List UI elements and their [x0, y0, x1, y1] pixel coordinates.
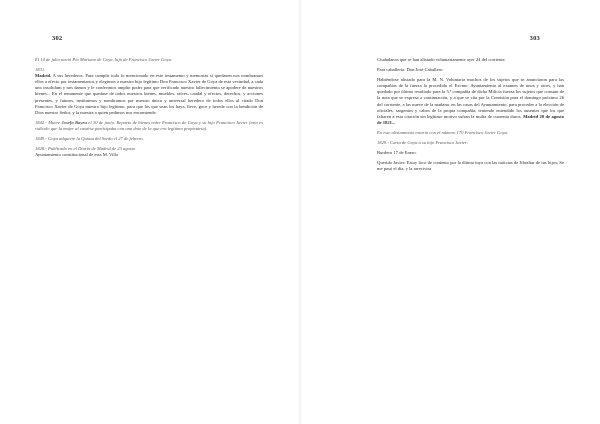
right-para-3 — [377, 77, 564, 126]
right-para-7: Querido Javier: Estoy loco de contento por la última tuya con las noticias de Jibraltar de tus hijos; Se me pasó el día, y la arrecivira — [377, 160, 564, 172]
note1-name: Josefa Bayeu — [61, 119, 87, 125]
note-josefa-bayeu — [35, 120, 263, 132]
note-diario-madrid — [35, 146, 263, 158]
right-para-1: Ciudadanos que se han alistado voluntariamente ayer 24 del corriente. — [377, 57, 506, 62]
page-number-left: 302 — [52, 35, 63, 42]
para1-text: A sus herederos. Para cumplir todo lo mencionado en este testamento y memorias si quedasen nos nombramos ellos a efecto por testamentarios y elegimos a nuestro hijo legítimo Don Francisco Xavier de Goya de esta vecindad, a cada uno insolidum y nos damos y le conferimos amplio poder para que verificado nuestro fallecimiento se apodere de nuestros bienes... En el remanente que quedase de todos nuestros bienes, muebles, raíces, caudal y efectos, derechos, y acciones presentes, y futuros, instituimos y nombramos por nuestro único y universal heredero de todos ellos al citado Don Francisco Xavier de Goya nuestro hijo legítimo, para que los que sean los haya, lleve, goce y herede con la bendición de Dios nuestro Señor, y la nuestra a quien pedimos nos encomiende. — [35, 73, 263, 115]
right-para-2: Para caballería. Don José Caballero. — [377, 67, 444, 73]
right-para-4: En este alistamiento estaría con el número 170 Francisco Javier Goya. — [377, 129, 509, 135]
right-text-column — [377, 57, 564, 176]
right-para-3-date: Madrid 20 de agosto de 1821... — [377, 113, 564, 125]
right-para-5: 1829.- Carta de Goya a su hijo Francisco Javier: — [377, 140, 469, 146]
note-quinta-del-sordo: 1849.- Goya adquiere la Quinta del Sordo el 27 de febrero. — [35, 136, 144, 142]
right-para-3-text: Habiéndose alistado para la M. N. Voluntaria muchos de los sujetos que se anunciaron para las compañías de la fuerza la procedido el Excmo. Ayuntamiento al examen de unos y otros, y han quedado por último resultado para la 5.ª compañía de dicha Milicia fuerza los sujetos que constan de la nota que se expresa a continuación, y a que se cita por la Comisión para el domingo próximo 26 del corriente, a las nueve de la mañana, en las casas del Ayuntamiento, para proceder a la elección de oficiales, sargentos y cabos de la propia compañía; teniendo entendido los ausentes que los que faltaren a esta citación sin legítimo motivo sufran la multa de cuarenta duros. — [377, 77, 564, 119]
para1-lead: Madrid. — [35, 73, 52, 79]
note3-heading: 1828.- Publicado en el Diario de Madrid de 23 agosto — [35, 146, 136, 152]
page-number-right: 303 — [529, 35, 540, 42]
left-title: El 14 de julio nació Pío Mariano de Goya, hijo de Francisco Javier Goya. — [35, 57, 173, 62]
right-para-6: Burdeos 17 de Enero. — [377, 150, 417, 156]
note1-intro: 1842.- Muere — [35, 119, 61, 125]
right-page — [300, 0, 600, 424]
note1-body: el 30 de junio. Reparto de bienes entre Francisco de Goya y su hijo Francisco Javier (esto es ridículo que la mujer al casarse participaba con una dote de la que era legítima propietaria). — [35, 119, 263, 131]
year-heading: 1831. — [35, 67, 46, 73]
note3-text: Ayuntamiento constitucional de esta M. Villa — [35, 152, 118, 158]
left-text-column — [35, 57, 263, 162]
entry-1831 — [35, 67, 263, 116]
